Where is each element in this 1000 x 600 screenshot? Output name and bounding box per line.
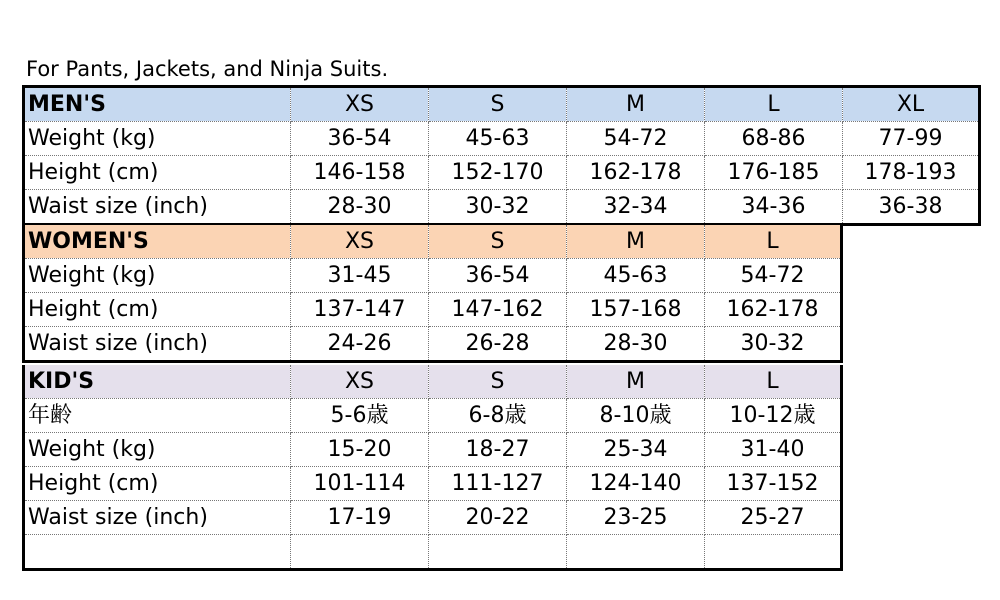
table-cell: 137-152: [705, 467, 842, 501]
table-cell: 36-54: [429, 259, 567, 293]
row-label: Waist size (inch): [24, 501, 291, 535]
table-row: [24, 259, 842, 293]
size-header: M: [567, 225, 705, 259]
row-label: 年齢: [24, 399, 291, 433]
row-label: Weight (kg): [24, 122, 291, 156]
table-row: [24, 327, 842, 362]
table-cell: 5-6歳: [291, 399, 429, 433]
table-cell: 26-28: [429, 327, 567, 362]
kids-title: KID'S: [24, 365, 291, 399]
row-label: Height (cm): [24, 156, 291, 190]
size-header: S: [429, 365, 567, 399]
table-cell: 36-38: [878, 194, 943, 219]
table-cell: 34-36: [705, 190, 843, 225]
kids-size-table: [22, 365, 843, 571]
table-cell: 157-168: [567, 293, 705, 327]
table-cell: 24-26: [291, 327, 429, 362]
size-header: L: [705, 87, 843, 122]
table-cell: 31-45: [291, 259, 429, 293]
table-cell: 8-10歳: [567, 399, 705, 433]
table-cell: 54-72: [705, 259, 842, 293]
table-row: [24, 535, 842, 570]
table-row: [24, 433, 842, 467]
table-cell: 152-170: [429, 156, 567, 190]
table-cell: 28-30: [291, 190, 429, 225]
kids-header-row: [24, 365, 842, 399]
size-header: XS: [291, 87, 429, 122]
size-header: XS: [291, 225, 429, 259]
table-row: [24, 190, 980, 225]
table-cell: 111-127: [429, 467, 567, 501]
table-cell: 17-19: [291, 501, 429, 535]
table-cell: 54-72: [567, 122, 705, 156]
size-header: S: [429, 87, 567, 122]
size-header: M: [567, 365, 705, 399]
table-cell: 162-178: [705, 293, 842, 327]
table-cell: 31-40: [705, 433, 842, 467]
table-cell: 25-34: [567, 433, 705, 467]
table-cell: [705, 535, 842, 570]
table-cell: 20-22: [429, 501, 567, 535]
row-label: Height (cm): [24, 293, 291, 327]
table-row: [24, 122, 980, 156]
size-header: S: [429, 225, 567, 259]
table-cell: 77-99: [843, 122, 980, 156]
table-cell: 30-32: [429, 190, 567, 225]
row-label: Waist size (inch): [24, 327, 291, 362]
table-cell: [429, 535, 567, 570]
table-cell: 10-12歳: [705, 399, 842, 433]
table-row: [24, 467, 842, 501]
table-cell: 178-193: [843, 156, 980, 190]
table-row: [24, 501, 842, 535]
table-cell: [291, 535, 429, 570]
size-header: L: [705, 365, 842, 399]
table-cell: 45-63: [429, 122, 567, 156]
table-cell: 137-147: [291, 293, 429, 327]
table-cell: 124-140: [567, 467, 705, 501]
table-cell: 45-63: [567, 259, 705, 293]
womens-size-table: [22, 225, 843, 363]
table-row: [24, 399, 842, 433]
size-header: L: [705, 225, 842, 259]
mens-title: MEN'S: [24, 87, 291, 122]
table-cell: [567, 535, 705, 570]
table-cell: 176-185: [705, 156, 843, 190]
table-cell: 25-27: [705, 501, 842, 535]
table-cell: 162-178: [567, 156, 705, 190]
table-cell: 28-30: [567, 327, 705, 362]
table-cell: 6-8歳: [429, 399, 567, 433]
mens-header-row: [24, 87, 980, 122]
size-header: XS: [291, 365, 429, 399]
table-cell: 36-54: [291, 122, 429, 156]
table-row: [24, 293, 842, 327]
chart-caption: For Pants, Jackets, and Ninja Suits.: [26, 57, 389, 81]
womens-header-row: [24, 225, 842, 259]
size-header: M: [567, 87, 705, 122]
table-cell: 23-25: [567, 501, 705, 535]
table-cell: 32-34: [567, 190, 705, 225]
row-label: Weight (kg): [24, 259, 291, 293]
row-label: [24, 535, 291, 570]
row-label: Weight (kg): [24, 433, 291, 467]
table-cell: 15-20: [291, 433, 429, 467]
table-row: [24, 156, 980, 190]
table-cell: 30-32: [740, 331, 805, 356]
table-cell: 68-86: [705, 122, 843, 156]
size-header: XL: [843, 87, 980, 122]
mens-size-table: [22, 85, 981, 226]
row-label: Height (cm): [24, 467, 291, 501]
table-cell: 147-162: [429, 293, 567, 327]
row-label: Waist size (inch): [24, 190, 291, 225]
table-cell: 101-114: [291, 467, 429, 501]
table-cell: 146-158: [291, 156, 429, 190]
table-cell: 18-27: [429, 433, 567, 467]
womens-title: WOMEN'S: [24, 225, 291, 259]
